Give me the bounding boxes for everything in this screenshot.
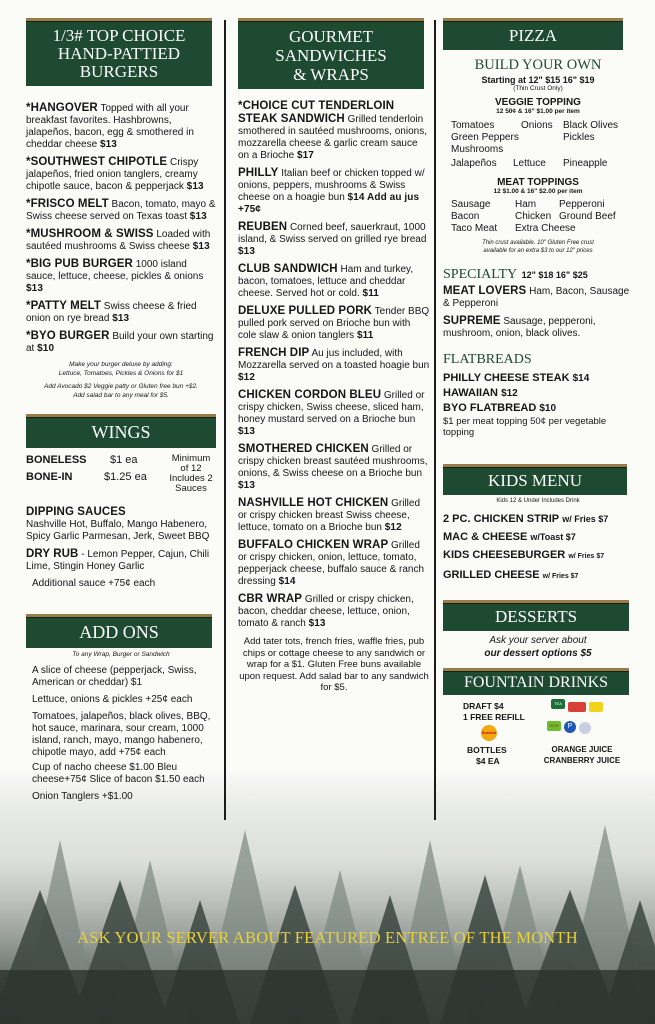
sandwiches-note: Add tater tots, french fries, waffle fries, pub chips or cottage cheese to any sandwich or wrap for a $1. Gluten Free buns available upon request. Add salad bar to any sandwich for $5. bbox=[239, 636, 429, 693]
wings-title: WINGS bbox=[91, 422, 151, 442]
item-name: NASHVILLE HOT CHICKEN bbox=[238, 497, 389, 509]
addon-item: Cup of nacho cheese $1.00 Bleu cheese+75¢ Slice of bacon $1.50 each bbox=[32, 762, 205, 785]
item-name: SMOTHERED CHICKEN bbox=[238, 443, 369, 455]
burgers-title-2: HAND-PATTIED bbox=[57, 44, 181, 63]
item-name: SUPREME bbox=[443, 315, 501, 327]
menu-item bbox=[238, 389, 430, 438]
dry-rub-list: - Lemon Pepper, Cajun, Chili Lime, Stingin Honey Garlic bbox=[26, 549, 210, 572]
item-desc: 1000 island sauce, lettuce, cheese, pickles & onions bbox=[26, 259, 204, 282]
meat-grid bbox=[443, 199, 633, 235]
topping: Chicken bbox=[515, 211, 552, 222]
item-desc: Corned beef, sauerkraut, 1000 island, & Swiss served on grilled rye bread bbox=[238, 222, 427, 245]
item-price: $13 bbox=[308, 618, 326, 629]
minimum-line-2: of 12 bbox=[180, 463, 202, 474]
menu-item bbox=[26, 102, 216, 151]
item-price: $14 bbox=[572, 373, 590, 384]
topping: Jalapeños bbox=[451, 158, 497, 169]
burger-note-2: Lettuce, Tomatoes, Pickles & Onions for $1 bbox=[58, 370, 184, 377]
item-name: MAC & CHEESE bbox=[443, 531, 528, 543]
draft-price: DRAFT $4 bbox=[463, 701, 504, 711]
meat-row bbox=[451, 211, 623, 223]
sunkist-text: Sunkist bbox=[481, 730, 497, 735]
item-name: PHILLY bbox=[238, 167, 279, 179]
topping: Pineapple bbox=[563, 158, 608, 169]
dew-logo-text: DEW bbox=[549, 723, 559, 728]
item-name: HAWAIIAN bbox=[443, 387, 498, 399]
byo-title: BUILD YOUR OWN bbox=[474, 57, 602, 73]
burger-note-4: Add salad bar to any meal for $5. bbox=[73, 392, 169, 399]
item-name: *HANGOVER bbox=[26, 102, 98, 114]
wings-section bbox=[26, 454, 216, 504]
menu-item bbox=[238, 593, 430, 630]
sandwiches-title-3: & WRAPS bbox=[293, 65, 369, 84]
menu-item bbox=[238, 305, 430, 342]
topping: Tomatoes bbox=[451, 120, 495, 131]
item-price: $13 bbox=[189, 211, 207, 222]
drinks-section bbox=[443, 699, 633, 779]
veggie-row bbox=[451, 144, 623, 156]
item-desc: Ham and turkey, bacon, tomatoes, lettuce and cheddar cheese. Served hot or cold. bbox=[238, 264, 414, 299]
item-suffix: w/ Fries $7 bbox=[568, 553, 605, 560]
item-desc: Grilled or crispy chicken, bacon, cheddar cheese, lettuce, onion, tomato & ranch bbox=[238, 594, 414, 629]
item-price: $13 bbox=[99, 139, 117, 150]
pizza-starting: Starting at 12" $15 16" $19 bbox=[481, 75, 595, 85]
item-price: $13 bbox=[238, 246, 255, 257]
sandwiches-title-2: SANDWICHES bbox=[275, 46, 387, 65]
drinks-title: FOUNTAIN DRINKS bbox=[463, 674, 609, 691]
kids-list bbox=[443, 510, 633, 586]
drink-logos-row-1 bbox=[551, 699, 606, 717]
addons-title: ADD ONS bbox=[79, 622, 159, 642]
crust-note-1: Thin crust available. 10" Gluten Free crust bbox=[482, 240, 594, 246]
kids-subtitle: Kids 12 & Under Includes Drink bbox=[496, 498, 580, 504]
item-price: $13 bbox=[186, 181, 204, 192]
bone-in-label: BONE-IN bbox=[26, 471, 73, 483]
item-desc: Sausage, pepperoni, mushroom, onion, black olives. bbox=[443, 316, 596, 339]
bottles-label: BOTTLES bbox=[467, 745, 507, 755]
topping: Bacon bbox=[451, 211, 480, 222]
item-desc: Bacon, tomato, mayo & Swiss cheese served on Texas toast bbox=[26, 199, 216, 222]
item-price: $11 bbox=[356, 330, 374, 341]
item-suffix: w/ Fries $7 bbox=[542, 573, 579, 580]
menu-item bbox=[26, 330, 216, 355]
item-name: CLUB SANDWICH bbox=[238, 263, 338, 275]
topping: Onions bbox=[521, 120, 553, 131]
item-desc: Grilled or crispy chicken, Swiss cheese, sliced ham, honey mustard served on a Brioche bun bbox=[238, 390, 425, 425]
item-desc: Italian beef or chicken topped w/ onions, peppers, mushrooms & Swiss cheese on a hoagie bun bbox=[238, 168, 425, 203]
menu-item bbox=[238, 539, 430, 588]
item-name: DELUXE PULLED PORK bbox=[238, 305, 373, 317]
burger-note-3: Add Avocado $2 Veggie patty or Gluten free bun +$2. bbox=[44, 383, 198, 390]
addon-item: Lettuce, onions & pickles +25¢ each bbox=[32, 694, 193, 705]
item-desc: Swiss cheese & fried onion on rye bread bbox=[26, 301, 197, 324]
item-price: $13 bbox=[238, 480, 255, 491]
addons-header bbox=[26, 614, 212, 648]
specialty-prices: 12" $18 16" $25 bbox=[521, 270, 588, 280]
kids-header bbox=[443, 464, 627, 495]
burger-note-1: Make your burger deluxe by adding: bbox=[69, 361, 173, 368]
desserts-line-2: our dessert options $5 bbox=[484, 648, 592, 659]
item-suffix: w/ Fries $7 bbox=[562, 514, 609, 524]
sandwiches-header bbox=[238, 18, 424, 89]
item-name: BYO FLATBREAD bbox=[443, 402, 537, 414]
dipping-title: DIPPING SAUCES bbox=[26, 506, 126, 518]
menu-item bbox=[238, 167, 430, 216]
topping: Extra Cheese bbox=[515, 223, 576, 234]
burgers-list bbox=[26, 102, 216, 355]
pizza-title: PIZZA bbox=[508, 26, 558, 45]
flatbread-item bbox=[443, 401, 633, 416]
juice-2: CRANBERRY JUICE bbox=[543, 756, 621, 765]
boneless-price: $1 ea bbox=[110, 454, 138, 466]
item-desc: Topped with all your breakfast favorites. Hashbrowns, jalapeños, bacon, egg & smothered in cheddar cheese bbox=[26, 103, 194, 150]
item-price: $13 bbox=[238, 426, 255, 437]
wings-header bbox=[26, 414, 216, 448]
item-name: BUFFALO CHICKEN WRAP bbox=[238, 539, 389, 551]
item-price: $17 bbox=[296, 150, 314, 161]
item-name: CHICKEN CORDON BLEU bbox=[238, 389, 382, 401]
item-name: PHILLY CHEESE STEAK bbox=[443, 372, 570, 384]
flatbreads-list bbox=[443, 371, 633, 416]
item-name: *MUSHROOM & SWISS bbox=[26, 228, 154, 240]
item-price: $11 bbox=[362, 288, 379, 299]
topping: Lettuce bbox=[513, 158, 546, 169]
item-name: *PATTY MELT bbox=[26, 300, 101, 312]
free-refill: 1 FREE REFILL bbox=[463, 712, 525, 722]
specialty-heading bbox=[443, 265, 633, 283]
dry-rub bbox=[26, 548, 216, 573]
pizza-header bbox=[443, 18, 623, 50]
addon-item: Onion Tanglers +$1.00 bbox=[32, 791, 133, 802]
addon-item: Tomatoes, jalapeños, black olives, BBQ, hot sauce, marinara, sour cream, 1000 island, ranch, mayo, mango habenero, chipotle mayo, add +75¢ each bbox=[32, 711, 211, 758]
menu-item bbox=[26, 258, 216, 295]
menu-item bbox=[238, 100, 430, 162]
item-price: $14 bbox=[278, 576, 296, 587]
item-desc: Grilled or crispy chicken breast sautéed mushrooms, onions, & Swiss cheese on a Brioche bun bbox=[238, 444, 428, 479]
item-name: 2 PC. CHICKEN STRIP bbox=[443, 513, 560, 525]
drink-logos-row-2 bbox=[547, 721, 594, 739]
sandwiches-title-1: GOURMET bbox=[288, 27, 374, 46]
minimum-line-1: Minimum bbox=[171, 453, 211, 464]
burger-notes bbox=[26, 360, 216, 400]
item-desc: Ham, Bacon, Sausage & Pepperoni bbox=[443, 286, 630, 309]
topping: Pickles bbox=[563, 132, 595, 143]
flatbread-note: $1 per meat topping 50¢ per vegetable topping bbox=[443, 416, 607, 438]
addons-subtitle: To any Wrap, Burger or Sandwich bbox=[72, 651, 170, 658]
menu-item bbox=[26, 156, 216, 193]
dipping-list: Nashville Hot, Buffalo, Mango Habenero, Spicy Garlic Parmesan, Jerk, Sweet BBQ bbox=[26, 519, 210, 542]
column-divider-right bbox=[434, 20, 436, 820]
meat-row bbox=[451, 223, 623, 235]
bottles-price: $4 EA bbox=[476, 756, 500, 766]
item-name: REUBEN bbox=[238, 221, 288, 233]
flatbread-item bbox=[443, 386, 633, 401]
menu-item bbox=[238, 497, 430, 534]
item-name: *FRISCO MELT bbox=[26, 198, 109, 210]
topping: Pepperoni bbox=[559, 199, 605, 210]
tea-logo-text: TEA bbox=[554, 701, 562, 706]
kids-item bbox=[443, 528, 633, 546]
item-name: GRILLED CHEESE bbox=[443, 569, 540, 581]
item-price: $14 Add au jus +75¢ bbox=[238, 192, 420, 215]
addons-list bbox=[26, 665, 216, 803]
desserts-header bbox=[443, 600, 629, 631]
burgers-title-1: 1/3# TOP CHOICE bbox=[52, 26, 186, 45]
veggie-price: 12 50¢ & 16" $1.00 per item bbox=[496, 108, 580, 115]
menu-item bbox=[238, 347, 430, 384]
tea-logo bbox=[551, 699, 565, 709]
menu-item bbox=[26, 198, 216, 223]
desserts-info bbox=[443, 634, 633, 660]
item-price: $12 bbox=[238, 372, 255, 383]
wings-minimum bbox=[161, 454, 221, 494]
item-name: KIDS CHEESEBURGER bbox=[443, 549, 566, 561]
crust-note bbox=[443, 239, 633, 255]
desserts-line-1: Ask your server about bbox=[489, 635, 587, 646]
menu-item bbox=[238, 443, 430, 492]
item-price: $13 bbox=[192, 241, 210, 252]
flatbread-item bbox=[443, 371, 633, 386]
pizza-thin: (Thin Crust Only) bbox=[513, 85, 563, 92]
menu-item bbox=[26, 228, 216, 253]
item-name: CBR WRAP bbox=[238, 593, 303, 605]
burgers-title-3: BURGERS bbox=[79, 62, 159, 81]
specialty-item bbox=[443, 315, 633, 340]
kids-item bbox=[443, 546, 633, 566]
pepsi-logo-text: P bbox=[567, 723, 573, 730]
item-name: *BYO BURGER bbox=[26, 330, 110, 342]
item-price: $12 bbox=[384, 522, 402, 533]
item-desc: Loaded with sautéed mushrooms & Swiss cheese bbox=[26, 229, 211, 252]
item-suffix: w/Toast $7 bbox=[530, 532, 576, 542]
item-price: $13 bbox=[112, 313, 130, 324]
kids-title: KIDS MENU bbox=[488, 471, 582, 490]
item-name: *BIG PUB BURGER bbox=[26, 258, 133, 270]
topping: Green Peppers bbox=[451, 132, 519, 143]
crust-note-2: available for an extra $3 to our 12" prices bbox=[483, 248, 593, 254]
item-price: $10 bbox=[539, 403, 557, 414]
topping: Mushrooms bbox=[451, 144, 504, 155]
veggie-title: VEGGIE TOPPING bbox=[495, 97, 581, 108]
featured-entree-banner: ASK YOUR SERVER ABOUT FEATURED ENTREE OF THE MONTH bbox=[77, 928, 578, 947]
item-price: $10 bbox=[37, 343, 55, 354]
meat-price: 12 $1.00 & 16" $2.00 per item bbox=[493, 188, 583, 195]
kids-item bbox=[443, 566, 633, 586]
juice-1: ORANGE JUICE bbox=[551, 745, 613, 754]
middle-column bbox=[238, 18, 430, 694]
item-desc: Grilled or crispy chicken, onion, lettuce, tomato, pepperjack cheese, buffalo sauce & ranch dressing bbox=[238, 540, 425, 587]
topping: Black Olives bbox=[563, 120, 619, 131]
item-name: *CHOICE CUT TENDERLOIN STEAK SANDWICH bbox=[238, 100, 395, 125]
item-desc: Tender BBQ pulled pork served on Brioche bun with cole slaw & onion tanglers bbox=[238, 306, 430, 341]
addon-item: A slice of cheese (pepperjack, Swiss, American or cheddar) $1 bbox=[32, 665, 197, 688]
topping: Taco Meat bbox=[451, 223, 498, 234]
additional-sauce: Additional sauce +75¢ each bbox=[32, 578, 156, 589]
item-name: MEAT LOVERS bbox=[443, 285, 527, 297]
bone-in-price: $1.25 ea bbox=[104, 471, 147, 483]
item-desc: Grilled tenderloin smothered in sautéed mushrooms, onions, mozzarella cheese & garlic cream sauce on a Brioche bbox=[238, 114, 427, 161]
sunkist-logo bbox=[481, 725, 497, 741]
specialty-title: SPECIALTY bbox=[443, 267, 518, 282]
menu-item bbox=[26, 300, 216, 325]
topping: Ham bbox=[515, 199, 537, 210]
diet-pepsi-logo bbox=[579, 722, 591, 734]
pepsi-logo bbox=[564, 721, 576, 733]
item-price: $13 bbox=[26, 283, 43, 294]
item-name: *SOUTHWEST CHIPOTLE bbox=[26, 156, 168, 168]
kids-item bbox=[443, 510, 633, 528]
mountain-dew-logo bbox=[547, 721, 561, 731]
lemonade-logo bbox=[568, 702, 586, 712]
column-divider-left bbox=[224, 20, 226, 820]
flatbreads-title: FLATBREADS bbox=[443, 352, 532, 367]
lemon-logo bbox=[589, 702, 603, 712]
left-column bbox=[26, 18, 216, 803]
topping: Ground Beef bbox=[559, 211, 616, 222]
minimum-line-4: Sauces bbox=[175, 483, 207, 494]
specialty-item bbox=[443, 285, 633, 310]
item-name: FRENCH DIP bbox=[238, 347, 310, 359]
menu-item bbox=[238, 263, 430, 300]
veggie-row bbox=[451, 158, 623, 170]
item-price: $12 bbox=[501, 388, 518, 399]
meat-row bbox=[451, 199, 623, 211]
item-desc: Crispy jalapeños, fried onion tanglers, creamy chipotle sauce, bacon & pepperjack bbox=[26, 157, 199, 192]
burgers-header bbox=[26, 18, 212, 86]
veggie-row bbox=[451, 120, 623, 132]
item-desc: Grilled or crispy chicken breast Swiss cheese, lettuce, tomato on a Brioche bun bbox=[238, 498, 421, 533]
veggie-grid bbox=[443, 120, 633, 170]
forest-background bbox=[0, 770, 655, 1024]
drinks-header bbox=[443, 668, 629, 695]
meat-title: MEAT TOPPINGS bbox=[497, 177, 579, 188]
item-desc: Build your own starting at bbox=[26, 331, 214, 354]
menu-item bbox=[238, 221, 430, 258]
dipping-sauces bbox=[26, 506, 216, 543]
item-desc: Au jus included, with Mozzarella served on a toasted hoagie bun bbox=[238, 348, 430, 371]
desserts-title: DESSERTS bbox=[494, 607, 578, 626]
minimum-line-3: Includes 2 bbox=[169, 473, 213, 484]
right-column bbox=[443, 18, 633, 779]
topping: Sausage bbox=[451, 199, 491, 210]
veggie-row bbox=[451, 132, 623, 144]
dry-rub-title: DRY RUB bbox=[26, 548, 79, 560]
boneless-label: BONELESS bbox=[26, 454, 87, 466]
sandwiches-list bbox=[238, 100, 430, 630]
